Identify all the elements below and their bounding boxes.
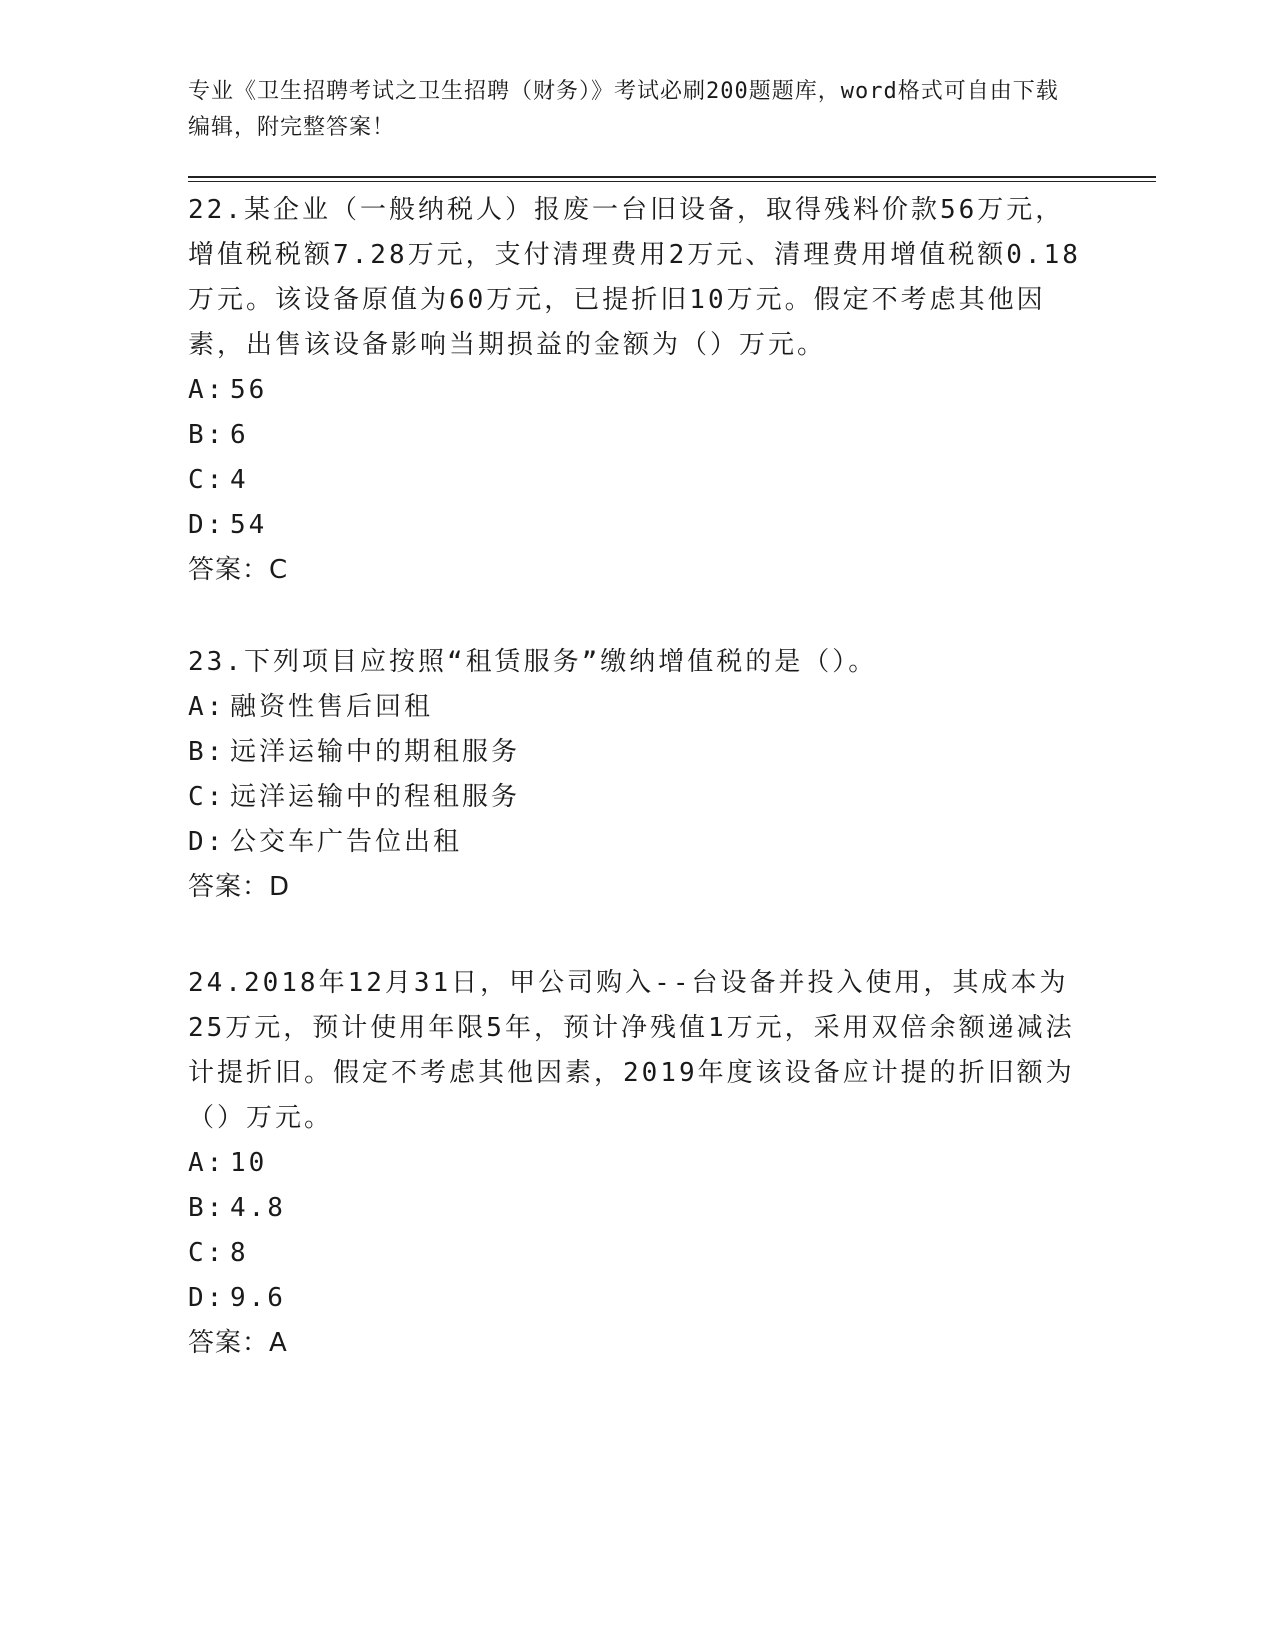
question-stem: 23.下列项目应按照“租赁服务”缴纳增值税的是（）。 (188, 647, 878, 677)
option-text: 远洋运输中的期租服务 (230, 737, 521, 767)
option-letter: D: (188, 827, 226, 857)
option-text: 54 (230, 510, 268, 540)
option-letter: C: (188, 465, 226, 495)
answer-line: 答案：C (188, 555, 289, 585)
option-a (188, 368, 1088, 413)
option-letter: A: (188, 692, 226, 722)
option-b (188, 1186, 1088, 1231)
option-c (188, 1231, 1088, 1276)
answer-line: 答案：A (188, 1328, 288, 1358)
header-divider-thin (188, 181, 1156, 182)
option-text: 10 (230, 1148, 268, 1178)
option-text: 融资性售后回租 (230, 692, 434, 722)
option-text: 9.6 (230, 1283, 286, 1313)
option-text: 4.8 (230, 1193, 286, 1223)
option-b (188, 730, 1088, 775)
option-letter: C: (188, 782, 226, 812)
option-a (188, 685, 1088, 730)
question-stem: 22.某企业（一般纳税人）报废一台旧设备，取得残料价款56万元，增值税税额7.28万元，支付清理费用2万元、清理费用增值税额0.18万元。该设备原值为60万元，已提折旧10万元。假定不考虑其他因素，出售该设备影响当期损益的金额为（）万元。 (188, 195, 1081, 360)
option-text: 4 (230, 465, 249, 495)
option-a (188, 1141, 1088, 1186)
option-letter: A: (188, 375, 226, 405)
option-d (188, 1276, 1088, 1321)
option-list (188, 685, 1088, 865)
option-letter: D: (188, 510, 226, 540)
option-letter: A: (188, 1148, 226, 1178)
option-d (188, 503, 1088, 548)
option-letter: C: (188, 1238, 226, 1268)
option-text: 8 (230, 1238, 249, 1268)
option-letter: D: (188, 1283, 226, 1313)
option-d (188, 820, 1088, 865)
question-24 (188, 961, 1088, 1366)
option-text: 公交车广告位出租 (230, 827, 463, 857)
option-b (188, 413, 1088, 458)
question-23 (188, 640, 1088, 910)
header-divider-thick (188, 176, 1156, 178)
option-letter: B: (188, 1193, 226, 1223)
option-text: 6 (230, 420, 249, 450)
option-text: 56 (230, 375, 268, 405)
document-header: 专业《卫生招聘考试之卫生招聘（财务）》考试必刷200题题库，word格式可自由下载编辑，附完整答案！ (188, 79, 1059, 140)
option-text: 远洋运输中的程租服务 (230, 782, 521, 812)
option-letter: B: (188, 737, 226, 767)
question-stem: 24.2018年12月31日，甲公司购入--台设备并投入使用，其成本为25万元，预计使用年限5年，预计净残值1万元，采用双倍余额递减法计提折旧。假定不考虑其他因素，2019年度该设备应计提的折旧额为（）万元。 (188, 968, 1075, 1133)
answer-line: 答案：D (188, 872, 291, 902)
option-c (188, 775, 1088, 820)
option-list (188, 368, 1088, 548)
option-c (188, 458, 1088, 503)
option-list (188, 1141, 1088, 1321)
option-letter: B: (188, 420, 226, 450)
question-22 (188, 188, 1088, 593)
